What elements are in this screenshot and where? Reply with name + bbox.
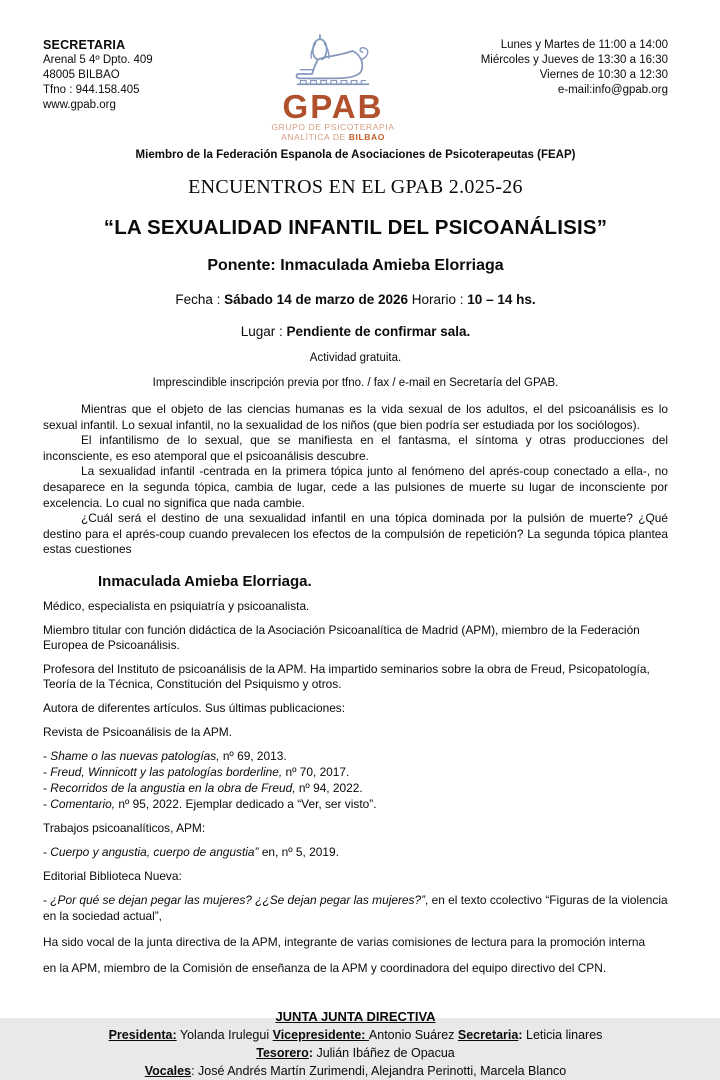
presidenta-value: Yolanda Irulegui <box>176 1027 273 1042</box>
publication-title: Shame o las nuevas patologías, <box>50 748 220 763</box>
bio-paragraph-5: Revista de Psicoanálisis de la APM. <box>43 724 233 739</box>
junta-directiva-footer <box>43 1008 668 1080</box>
hours-line-1: Lunes y Martes de 11:00 a 14:00 <box>500 39 668 51</box>
vocales-label: Vocales <box>144 1063 192 1078</box>
logo-subline-1: GRUPO DE PSICOTERAPIA <box>271 122 395 132</box>
ponente-name: Inmaculada Amieba Elorriaga <box>280 257 504 274</box>
publication-detail: , en el texto ccolectivo “Figuras de la violencia en la sociedad actual”, <box>43 892 668 923</box>
tesorero-value: Julián Ibáñez de Opacua <box>312 1045 455 1060</box>
list-dash: - <box>43 748 47 763</box>
trabajos-publications-list <box>43 844 668 860</box>
abstract-paragraph-1: Mientras que el objeto de las ciencias humanas es la vida sexual de los adultos, el del psicoanálisis es lo sexual infantil. Lo sexual infantil, no la sexualidad de los niños (que bien podría ser estudiada por los sociólogos). <box>43 402 668 432</box>
tesorero-colon: : <box>308 1045 313 1060</box>
publication-title: ¿Por qué se dejan pegar las mujeres? ¿¿Se dejan pegar las mujeres?” <box>50 892 426 907</box>
membership-line: Miembro de la Federación Espanola de Asociaciones de Psicoterapeutas (FEAP) <box>135 149 576 161</box>
ponente-label: Ponente: <box>207 257 281 274</box>
secretaria-website: www.gpab.org <box>43 99 116 111</box>
header <box>43 38 668 142</box>
event-series: ENCUENTROS EN EL GPAB 2.025-26 <box>188 176 523 198</box>
list-dash: - <box>43 844 47 859</box>
sphinx-icon <box>285 32 381 90</box>
fecha-label: Fecha : <box>175 292 225 307</box>
abstract-paragraph-3: La sexualidad infantil -centrada en la primera tópica junto al fenómeno del aprés-coup conectado a ella-, no desaparece en la segunda tópica, cambia de lugar, cede a las pulsiones de muerte su lugar de inconsciente por excelencia. Lo cual no significa que nada cambie. <box>43 464 668 510</box>
abstract-paragraph-4: ¿Cuál será el destino de una sexualidad infantil en una tópica dominada por la pulsión de muerte? ¿Qué destino para el aprés-coup cuando prevalecen los efectos de la compulsión de repetición? La segunda tópica plantea estas cuestiones <box>43 511 668 557</box>
opening-hours-block <box>433 38 668 98</box>
publication-item <box>43 764 668 780</box>
secretaria-address-line: Arenal 5 4º Dpto. 409 <box>43 54 153 66</box>
inscripcion-line: Imprescindible inscripción previa por tfno. / fax / e-mail en Secretaría del GPAB. <box>152 377 559 389</box>
junta-row-3 <box>43 1062 668 1080</box>
junta-row-1 <box>43 1026 668 1044</box>
presidenta-label: Presidenta: <box>108 1027 177 1042</box>
publication-detail: nº 95, 2022. Ejemplar dedicado a “Ver, ser visto”. <box>115 796 377 811</box>
junta-row-2 <box>43 1044 668 1062</box>
fecha-line <box>43 292 668 307</box>
publication-detail: nº 94, 2022. <box>295 780 363 795</box>
logo-subline-2 <box>243 132 423 142</box>
publication-title: Comentario, <box>50 796 116 811</box>
vocales-value: José Andrés Martín Zurimendi, Alejandra Perinotti, Marcela Blanco <box>194 1063 567 1078</box>
publication-title: Freud, Winnicott y las patologías borderline, <box>50 764 283 779</box>
bio-paragraph-6: Trabajos psicoanalíticos, APM: <box>43 820 206 835</box>
hours-line-3: Viernes de 10:30 a 12:30 <box>539 69 668 81</box>
publication-detail: en, nº 5, 2019. <box>258 844 339 859</box>
bio-paragraph-3: Profesora del Instituto de psicoanálisis de la APM. Ha impartido seminarios sobre la obra de Freud, Psicopatología, Teoría de la Técnica, Constitución del Psiquismo y otros. <box>43 661 650 691</box>
vocales-colon: : <box>191 1063 195 1078</box>
secretaria-value: Leticia linares <box>522 1027 603 1042</box>
logo-subline-2-pre: ANALÍTICA DE <box>281 132 349 142</box>
revista-publications-list <box>43 748 668 812</box>
abstract <box>43 402 668 558</box>
secretaria-block <box>43 38 233 113</box>
bio-paragraph-9: en la APM, miembro de la Comisión de enseñanza de la APM y coordinadora del equipo directivo del CPN. <box>43 960 607 975</box>
secretaria-colon: : <box>518 1027 523 1042</box>
abstract-paragraph-2: El infantilismo de lo sexual, que se manifiesta en el fantasma, el síntoma y otras producciones del inconsciente, es eso atemporal que el psicoanálisis descubre. <box>43 433 668 463</box>
fecha-value: Sábado 14 de marzo de 2026 <box>224 292 409 307</box>
bio-paragraph-8: Ha sido vocal de la junta directiva de la APM, integrante de varias comisiones de lectura para la promoción interna <box>43 934 646 949</box>
publication-item <box>43 780 668 796</box>
publication-detail: nº 70, 2017. <box>282 764 350 779</box>
horario-value: 10 – 14 hs. <box>467 292 536 307</box>
ponente-line <box>43 257 668 275</box>
hours-line-2: Miércoles y Jueves de 13:30 a 16:30 <box>480 54 668 66</box>
lugar-value: Pendiente de confirmar sala. <box>286 324 471 339</box>
bio-paragraph-1: Médico, especialista en psiquiatría y psicoanalista. <box>43 598 310 613</box>
list-dash: - <box>43 796 47 811</box>
email-line: e-mail:info@gpab.org <box>557 84 668 96</box>
gpab-acronym: GPAB <box>282 88 384 125</box>
logo-subline-2-bilbao: BILBAO <box>348 132 385 142</box>
bio-heading: Inmaculada Amieba Elorriaga. <box>98 572 312 590</box>
list-dash: - <box>43 780 47 795</box>
vicepresidente-label: Vicepresidente: <box>272 1027 369 1042</box>
secretaria-title: SECRETARIA <box>43 38 126 52</box>
secretaria-label: Secretaria <box>457 1027 519 1042</box>
publication-title: Cuerpo y angustia, cuerpo de angustia” <box>50 844 259 859</box>
bio-paragraph-2: Miembro titular con función didáctica de la Asociación Psicoanalítica de Madrid (APM), miembro de la Federación Europea de Psicoanálisis. <box>43 622 640 652</box>
publication-item <box>43 892 668 924</box>
gpab-logo <box>243 32 423 142</box>
publication-detail: nº 69, 2013. <box>219 748 287 763</box>
junta-title: JUNTA JUNTA DIRECTIVA <box>275 1008 436 1024</box>
event-title: “LA SEXUALIDAD INFANTIL DEL PSICOANÁLISIS” <box>103 216 608 239</box>
list-dash: - <box>43 764 47 779</box>
gratuita-line: Actividad gratuita. <box>309 352 402 364</box>
secretaria-city-line: 48005 BILBAO <box>43 69 120 81</box>
editorial-publications-list <box>43 892 668 924</box>
lugar-line <box>43 324 668 339</box>
vicepresidente-value: Antonio Suárez <box>368 1027 458 1042</box>
tesorero-label: Tesorero <box>256 1045 309 1060</box>
publication-item <box>43 796 668 812</box>
publication-item <box>43 748 668 764</box>
publication-item <box>43 844 668 860</box>
publication-title: Recorridos de la angustia en la obra de Freud, <box>50 780 296 795</box>
bio-paragraph-4: Autora de diferentes artículos. Sus últimas publicaciones: <box>43 700 346 715</box>
lugar-label: Lugar : <box>240 324 287 339</box>
bio-paragraph-7: Editorial Biblioteca Nueva: <box>43 868 182 883</box>
list-dash: - <box>43 892 47 907</box>
secretaria-phone-line: Tfno : 944.158.405 <box>43 84 140 96</box>
horario-label: Horario : <box>408 292 468 307</box>
